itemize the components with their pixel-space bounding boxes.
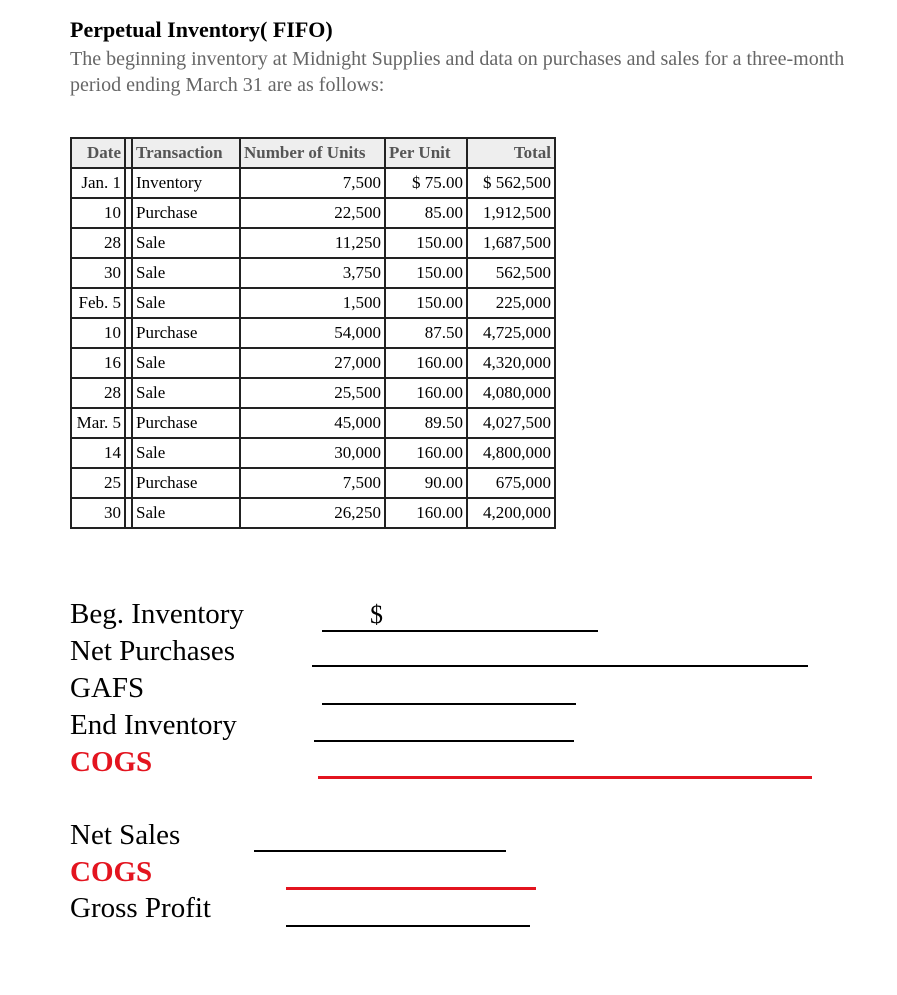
cell-total: 4,027,500 bbox=[467, 408, 555, 438]
cell-units: 1,500 bbox=[240, 288, 385, 318]
cell-gap bbox=[125, 498, 132, 528]
cell-total: 1,687,500 bbox=[467, 228, 555, 258]
cell-total: 4,725,000 bbox=[467, 318, 555, 348]
cell-units: 26,250 bbox=[240, 498, 385, 528]
cell-units: 22,500 bbox=[240, 198, 385, 228]
cell-total: 225,000 bbox=[467, 288, 555, 318]
table-row bbox=[71, 468, 555, 498]
cell-transaction: Sale bbox=[132, 348, 240, 378]
inventory-table bbox=[70, 137, 556, 529]
cell-units: 11,250 bbox=[240, 228, 385, 258]
cell-date: 25 bbox=[71, 468, 125, 498]
gross-profit-blank[interactable] bbox=[286, 925, 530, 927]
cell-per-unit: 150.00 bbox=[385, 288, 467, 318]
cell-transaction: Inventory bbox=[132, 168, 240, 198]
cell-gap bbox=[125, 288, 132, 318]
cell-total: 4,080,000 bbox=[467, 378, 555, 408]
cell-date: 30 bbox=[71, 258, 125, 288]
cell-date: 10 bbox=[71, 318, 125, 348]
cell-transaction: Sale bbox=[132, 258, 240, 288]
net-purchases-label: Net Purchases bbox=[70, 635, 236, 667]
cell-date: 10 bbox=[71, 198, 125, 228]
cell-gap bbox=[125, 168, 132, 198]
net-sales-blank[interactable] bbox=[254, 850, 506, 852]
col-per-unit: Per Unit bbox=[385, 138, 467, 168]
cogs-blank[interactable] bbox=[318, 776, 812, 779]
cell-total: 675,000 bbox=[467, 468, 555, 498]
cell-date: 16 bbox=[71, 348, 125, 378]
cell-transaction: Sale bbox=[132, 228, 240, 258]
col-transaction: Transaction bbox=[132, 138, 240, 168]
cell-units: 25,500 bbox=[240, 378, 385, 408]
cell-transaction: Sale bbox=[132, 438, 240, 468]
cell-gap bbox=[125, 228, 132, 258]
cell-transaction: Purchase bbox=[132, 318, 240, 348]
cell-total: 562,500 bbox=[467, 258, 555, 288]
cell-per-unit: 89.50 bbox=[385, 408, 467, 438]
table-row bbox=[71, 228, 555, 258]
gp-cogs-label: COGS bbox=[70, 856, 153, 888]
cell-per-unit: 90.00 bbox=[385, 468, 467, 498]
gross-profit-label: Gross Profit bbox=[70, 892, 211, 924]
table-header-row bbox=[71, 138, 555, 168]
cell-date: 28 bbox=[71, 228, 125, 258]
table-row bbox=[71, 198, 555, 228]
cell-date: 14 bbox=[71, 438, 125, 468]
cell-gap bbox=[125, 408, 132, 438]
cell-transaction: Sale bbox=[132, 288, 240, 318]
cell-units: 30,000 bbox=[240, 438, 385, 468]
cell-total: 1,912,500 bbox=[467, 198, 555, 228]
cell-date: Mar. 5 bbox=[71, 408, 125, 438]
cell-units: 7,500 bbox=[240, 168, 385, 198]
cell-units: 27,000 bbox=[240, 348, 385, 378]
table-row bbox=[71, 318, 555, 348]
cell-total: 4,320,000 bbox=[467, 348, 555, 378]
cell-transaction: Purchase bbox=[132, 468, 240, 498]
cell-transaction: Purchase bbox=[132, 198, 240, 228]
cell-gap bbox=[125, 258, 132, 288]
cell-date: Feb. 5 bbox=[71, 288, 125, 318]
cell-units: 45,000 bbox=[240, 408, 385, 438]
cell-total: 4,200,000 bbox=[467, 498, 555, 528]
gafs-blank[interactable] bbox=[322, 703, 576, 705]
table-row bbox=[71, 498, 555, 528]
col-date: Date bbox=[71, 138, 125, 168]
cell-gap bbox=[125, 438, 132, 468]
cell-units: 3,750 bbox=[240, 258, 385, 288]
table-row bbox=[71, 168, 555, 198]
cell-transaction: Purchase bbox=[132, 408, 240, 438]
page-title: Perpetual Inventory( FIFO) bbox=[70, 17, 333, 42]
cell-date: Jan. 1 bbox=[71, 168, 125, 198]
cell-per-unit: 160.00 bbox=[385, 348, 467, 378]
cell-transaction: Sale bbox=[132, 378, 240, 408]
cell-per-unit: 160.00 bbox=[385, 438, 467, 468]
cell-transaction: Sale bbox=[132, 498, 240, 528]
cell-gap bbox=[125, 198, 132, 228]
table-row bbox=[71, 438, 555, 468]
net-sales-label: Net Sales bbox=[70, 819, 181, 851]
table-row bbox=[71, 258, 555, 288]
col-gap bbox=[125, 138, 132, 168]
gafs-label: GAFS bbox=[70, 672, 145, 704]
table-row bbox=[71, 288, 555, 318]
table-row bbox=[71, 408, 555, 438]
cell-per-unit: 87.50 bbox=[385, 318, 467, 348]
net-purchases-blank[interactable] bbox=[312, 665, 808, 667]
dollar-sign: $ bbox=[370, 600, 383, 629]
cell-units: 54,000 bbox=[240, 318, 385, 348]
cell-per-unit: 150.00 bbox=[385, 258, 467, 288]
cell-total: 4,800,000 bbox=[467, 438, 555, 468]
gp-cogs-blank[interactable] bbox=[286, 887, 536, 890]
cell-gap bbox=[125, 348, 132, 378]
cell-gap bbox=[125, 318, 132, 348]
beg-inventory-label: Beg. Inventory bbox=[70, 598, 244, 630]
problem-intro: The beginning inventory at Midnight Supplies and data on purchases and sales for a three-month period ending March 31 are as follows: bbox=[70, 48, 845, 96]
cell-per-unit: 160.00 bbox=[385, 378, 467, 408]
col-units: Number of Units bbox=[240, 138, 385, 168]
beg-inventory-blank[interactable] bbox=[322, 630, 598, 632]
table-row bbox=[71, 378, 555, 408]
cogs-label: COGS bbox=[70, 746, 153, 778]
end-inventory-label: End Inventory bbox=[70, 709, 237, 741]
cell-total: $ 562,500 bbox=[467, 168, 555, 198]
cell-date: 30 bbox=[71, 498, 125, 528]
cell-gap bbox=[125, 468, 132, 498]
cell-date: 28 bbox=[71, 378, 125, 408]
col-total: Total bbox=[467, 138, 555, 168]
cell-per-unit: 150.00 bbox=[385, 228, 467, 258]
cell-gap bbox=[125, 378, 132, 408]
cell-per-unit: 160.00 bbox=[385, 498, 467, 528]
end-inventory-blank[interactable] bbox=[314, 740, 574, 742]
cell-per-unit: 85.00 bbox=[385, 198, 467, 228]
cell-units: 7,500 bbox=[240, 468, 385, 498]
table-row bbox=[71, 348, 555, 378]
cell-per-unit: $ 75.00 bbox=[385, 168, 467, 198]
